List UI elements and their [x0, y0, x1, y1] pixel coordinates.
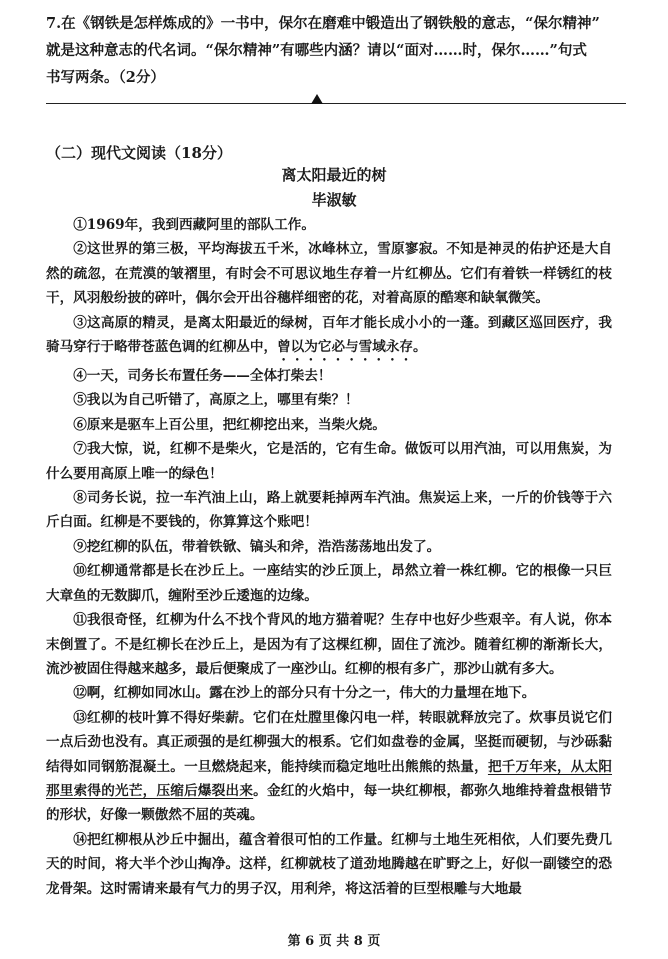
paragraph-12: ⑫啊，红柳如同冰山。露在沙上的部分只有十分之一，伟大的力量埋在地下。 [73, 685, 536, 702]
paragraph-8: ⑧司务长说，拉一车汽油上山，路上就要耗掉两车汽油。焦炭运上来，一斤的价钱等于六斤白面。红柳是不要钱的，你算算这个账吧！ [46, 490, 612, 531]
answer-line [46, 103, 626, 104]
page-number: 第 6 页 共 8 页 [287, 934, 381, 949]
paragraph-6: ⑥原来是驱车上百公里，把红柳挖出来，当柴火烧。 [73, 416, 386, 433]
paragraph-14: ⑭把红柳根从沙丘中掘出，蕴含着很可怕的工作量。红柳与土地生死相依，人们要先费几天的时间，将大半个沙山掏净。这样，红柳就枝了道劲地腾越在旷野之上，好似一副镂空的恐龙骨架。这时需请来最有气力的男子汉，用利斧，将这活着的巨型根雕与大地最 [46, 831, 612, 897]
section-heading: （二）现代文阅读（18分） [46, 144, 232, 162]
paragraph-2: ②这世界的第三极，平均海拔五千米，冰峰林立，雪原寥寂。不知是神灵的佑护还是大自然的疏忽，在荒漠的皱褶里，有时会不可思议地生存着一片红柳丛。它们有着铁一样锈红的枝干，风羽般纷披的碎叶，偶尔会开出谷穗样细密的花，对着高原的酷寒和缺氧微笑。 [46, 241, 612, 307]
article-title: 离太阳最近的树 [281, 166, 387, 184]
article-body [46, 213, 612, 901]
paragraph-7: ⑦我大惊，说，红柳不是柴火，它是活的，它有生命。做饭可以用汽油，可以用焦炭，为什么要用高原上唯一的绿色！ [46, 441, 612, 482]
paragraph-13-end: 。金红的火焰中，每一块红柳根，都弥久地维持着盘根错节的形状，好像一颗傲然不屈的英魂。 [46, 782, 613, 824]
paragraph-13-text: ⑬红柳的枝叶算不得好柴薪。它们在灶膛里像闪电一样，转眼就释放完了。炊事员说它们一点后劲也没有。真正顽强的是红柳强大的根系。它们如盘卷的金属，坚挺而硬韧，与沙砾黏结得如同钢筋混凝土。一旦燃烧起来，能持续而稳定地吐出熊熊的热量， [46, 709, 612, 775]
question-7 [46, 10, 626, 91]
paragraph-1: ①1969年，我到西藏阿里的部队工作。 [73, 217, 315, 233]
paragraph-3-end: 。 [413, 339, 427, 356]
paragraph-3-text: ③这高原的精灵，是离太阳最近的绿树，百年才能长成小小的一蓬。到藏区巡回医疗，我骑马穿行于略带苍蓝色调的红柳丛中， [46, 314, 612, 356]
question-7-line-2: 就是这种意志的代名词。“保尔精神”有哪些内涵？请以“面对……时，保尔……”句式 [46, 42, 587, 59]
paragraph-5: ⑤我以为自己听错了，高原之上，哪里有柴？！ [73, 392, 359, 409]
emphasized-phrase: 曾以为它必与雪域永存 [277, 339, 414, 356]
underlined-sentence: 把千万年来，从太阳那里索得的光芒，压缩后爆裂出来 [46, 758, 613, 799]
paragraph-4: ④一天，司务长布置任务——全体打柴去！ [73, 368, 332, 385]
triangle-marker-icon [311, 94, 323, 104]
paragraph-10: ⑩红柳通常都是长在沙丘上。一座结实的沙丘顶上，昂然立着一株红柳。它的根像一只巨大章鱼的无数脚爪，缠附至沙丘逶迤的边缘。 [46, 563, 612, 604]
question-7-line-3: 书写两条。（2分） [46, 69, 165, 86]
article-author: 毕淑敏 [311, 191, 357, 209]
paragraph-11: ⑪我很奇怪，红柳为什么不找个背风的地方猫着呢？生存中也好少些艰辛。有人说，你本末倒置了。不是红柳长在沙丘上，是因为有了这棵红柳，固住了流沙。随着红柳的渐渐长大，流沙被固住得越来越多，最后便聚成了一座沙山。红柳的根有多广，那沙山就有多大。 [46, 612, 612, 677]
question-7-line-1: 7.在《钢铁是怎样炼成的》一书中，保尔在磨难中锻造出了钢铁般的意志，“保尔精神” [46, 15, 600, 32]
paragraph-13 [46, 706, 612, 828]
paragraph-9: ⑨挖红柳的队伍，带着铁锨、镐头和斧，浩浩荡荡地出发了。 [73, 538, 441, 555]
paragraph-3 [46, 311, 612, 364]
